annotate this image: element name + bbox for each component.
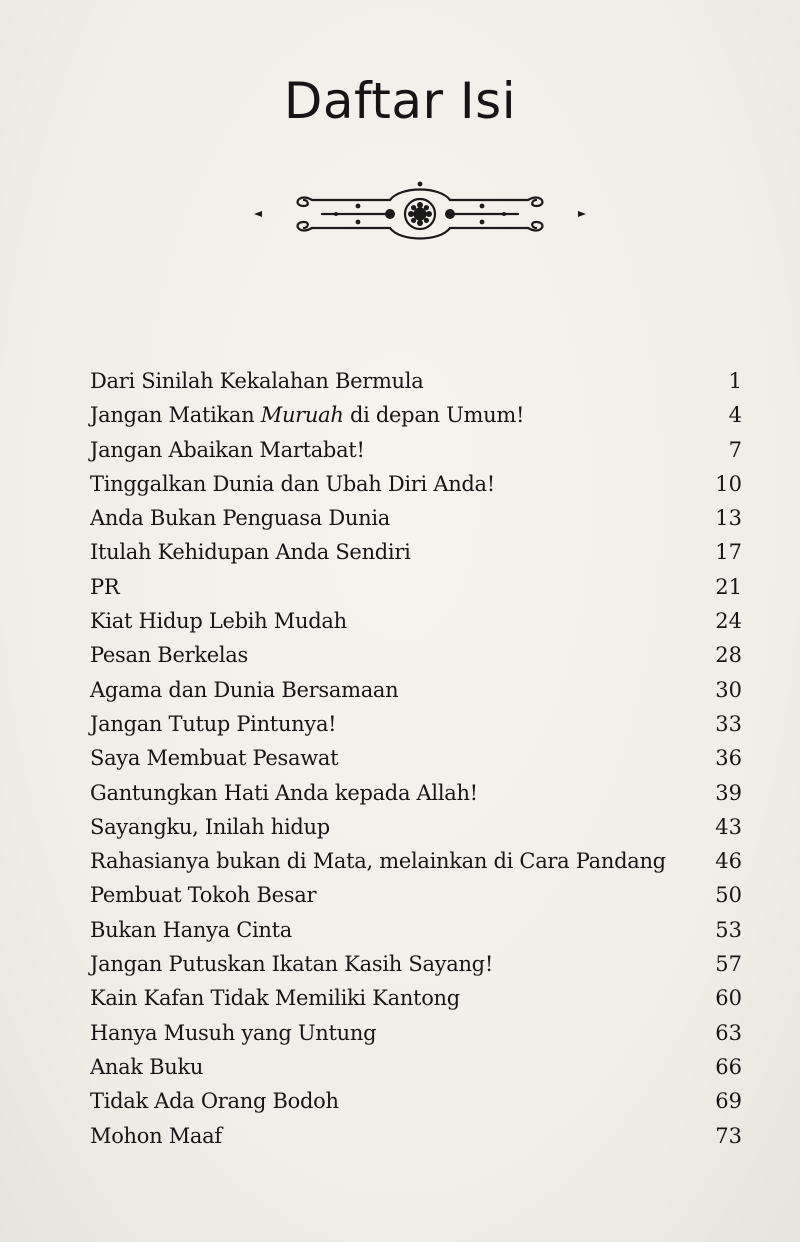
toc-entry-page: 28 <box>715 643 742 668</box>
toc-entry <box>90 364 742 398</box>
toc-entry-title: Gantungkan Hati Anda kepada Allah! <box>90 780 478 805</box>
toc-entry <box>90 570 742 604</box>
toc-entry-title: Tinggalkan Dunia dan Ubah Diri Anda! <box>90 471 495 496</box>
toc-entry-title: Sayangku, Inilah hidup <box>90 814 330 839</box>
ornament-divider-icon <box>250 178 590 248</box>
toc-entry <box>90 1084 742 1118</box>
toc-entry-title: Kiat Hidup Lebih Mudah <box>90 609 347 634</box>
toc-entry-page: 7 <box>728 437 742 462</box>
toc-entry <box>90 810 742 844</box>
toc-entry <box>90 1119 742 1153</box>
toc-entry-title: Bukan Hanya Cinta <box>90 917 292 942</box>
toc-entry-page: 66 <box>715 1054 742 1079</box>
toc-entry-title <box>90 398 524 432</box>
toc-entry <box>90 398 742 432</box>
toc-entry-page: 53 <box>715 917 742 942</box>
toc-entry-title: PR <box>90 574 120 599</box>
toc-entry <box>90 1016 742 1050</box>
toc-entry-page: 57 <box>715 952 742 977</box>
toc-entry-title: Agama dan Dunia Bersamaan <box>90 677 399 702</box>
toc-entry-page: 43 <box>715 814 742 839</box>
toc-entry-title: Itulah Kehidupan Anda Sendiri <box>90 540 411 565</box>
toc-entry <box>90 535 742 569</box>
toc-entry <box>90 467 742 501</box>
toc-entry-title: Anda Bukan Penguasa Dunia <box>90 506 390 531</box>
toc-entry <box>90 501 742 535</box>
toc-entry <box>90 673 742 707</box>
toc-entry-title: Saya Membuat Pesawat <box>90 746 339 771</box>
toc-entry-page: 46 <box>715 849 742 874</box>
table-of-contents <box>90 364 742 1153</box>
toc-entry-title: Mohon Maaf <box>90 1123 222 1148</box>
toc-entry-page: 63 <box>715 1020 742 1045</box>
toc-entry-page: 60 <box>715 986 742 1011</box>
toc-entry-page: 13 <box>715 506 742 531</box>
toc-entry-page: 39 <box>715 780 742 805</box>
toc-entry-title: Pembuat Tokoh Besar <box>90 883 317 908</box>
toc-entry-title: Hanya Musuh yang Untung <box>90 1020 377 1045</box>
toc-entry <box>90 707 742 741</box>
toc-entry <box>90 433 742 467</box>
toc-entry-page: 1 <box>728 369 742 393</box>
toc-entry-page: 21 <box>715 574 742 599</box>
toc-entry <box>90 913 742 947</box>
toc-entry-title-part: di depan Umum! <box>343 403 525 428</box>
toc-entry-page: 30 <box>715 677 742 702</box>
toc-entry <box>90 741 742 775</box>
toc-entry <box>90 947 742 981</box>
toc-entry <box>90 1050 742 1084</box>
toc-entry-page: 10 <box>715 471 742 496</box>
toc-entry-title: Rahasianya bukan di Mata, melainkan di Cara Pandang <box>90 849 666 874</box>
toc-entry-title: Jangan Tutup Pintunya! <box>90 711 337 736</box>
toc-entry-title: Tidak Ada Orang Bodoh <box>90 1089 339 1114</box>
toc-entry-title: Kain Kafan Tidak Memiliki Kantong <box>90 986 460 1011</box>
toc-entry-page: 17 <box>715 540 742 565</box>
toc-entry-title: Pesan Berkelas <box>90 643 248 668</box>
toc-entry-page: 69 <box>715 1089 742 1114</box>
toc-entry-title-italic: Muruah <box>260 403 344 428</box>
toc-entry-page: 24 <box>715 609 742 634</box>
toc-entry <box>90 844 742 878</box>
toc-entry <box>90 981 742 1015</box>
toc-entry <box>90 638 742 672</box>
toc-entry <box>90 604 742 638</box>
toc-entry-title: Anak Buku <box>90 1054 204 1079</box>
toc-entry <box>90 878 742 912</box>
toc-entry-title: Jangan Abaikan Martabat! <box>90 437 365 462</box>
toc-entry-page: 33 <box>715 711 742 736</box>
toc-entry <box>90 776 742 810</box>
toc-entry-title: Dari Sinilah Kekalahan Bermula <box>90 369 424 393</box>
toc-entry-page: 73 <box>715 1123 742 1148</box>
toc-entry-title: Jangan Putuskan Ikatan Kasih Sayang! <box>90 952 493 977</box>
toc-entry-page: 50 <box>715 883 742 908</box>
toc-entry-page: 36 <box>715 746 742 771</box>
toc-entry-page: 4 <box>728 403 742 428</box>
page-title: Daftar Isi <box>283 72 517 130</box>
toc-entry-title-part: Jangan Matikan <box>90 403 261 428</box>
